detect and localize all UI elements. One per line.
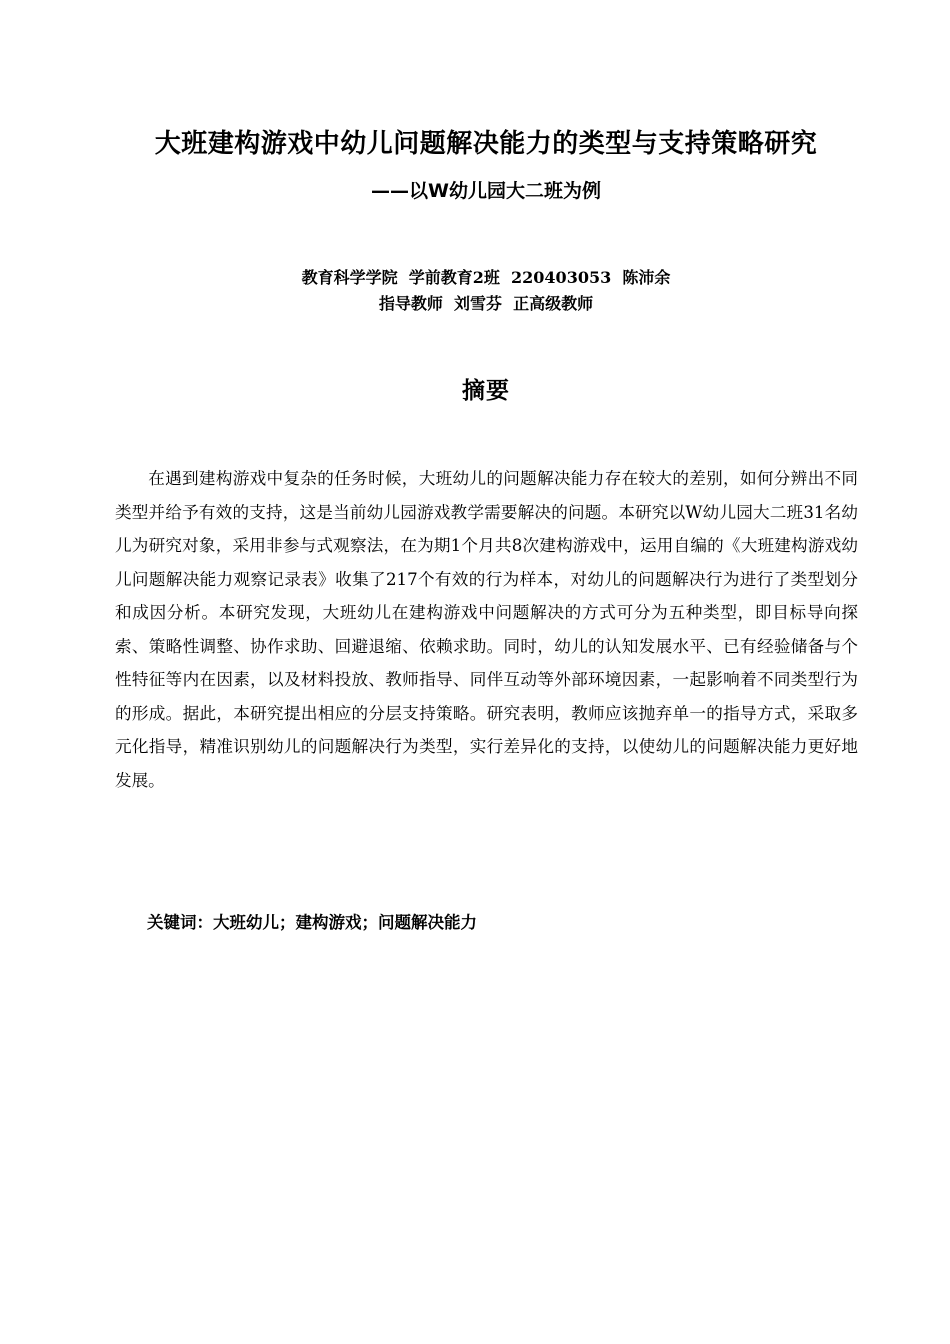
author-info-line: 教育科学学院 学前教育2班 220403053 陈沛余	[301, 268, 671, 287]
advisor-info-line: 指导教师 刘雪芬 正高级教师	[378, 294, 594, 313]
paper-title: 大班建构游戏中幼儿问题解决能力的类型与支持策略研究	[154, 129, 818, 159]
abstract-heading: 摘要	[462, 378, 510, 404]
paper-subtitle: ——以W幼儿园大二班为例	[371, 180, 601, 202]
abstract-body: 在遇到建构游戏中复杂的任务时候，大班幼儿的问题解决能力存在较大的差别，如何分辨出不同类型并给予有效的支持，这是当前幼儿园游戏教学需要解决的问题。本研究以W幼儿园大二班31名幼儿为研究对象，采用非参与式观察法，在为期1个月共8次建构游戏中，运用自编的《大班建构游戏幼儿问题解决能力观察记录表》收集了217个有效的行为样本，对幼儿的问题解决行为进行了类型划分和成因分析。本研究发现，大班幼儿在建构游戏中问题解决的方式可分为五种类型，即目标导向探索、策略性调整、协作求助、回避退缩、依赖求助。同时，幼儿的认知发展水平、已有经验储备与个性特征等内在因素，以及材料投放、教师指导、同伴互动等外部环境因素，一起影响着不同类型行为的形成。据此，本研究提出相应的分层支持策略。研究表明，教师应该抛弃单一的指导方式，采取多元化指导，精准识别幼儿的问题解决行为类型，实行差异化的支持，以使幼儿的问题解决能力更好地发展。	[115, 469, 858, 790]
keywords-line: 关键词：大班幼儿；建构游戏；问题解决能力	[147, 913, 477, 932]
